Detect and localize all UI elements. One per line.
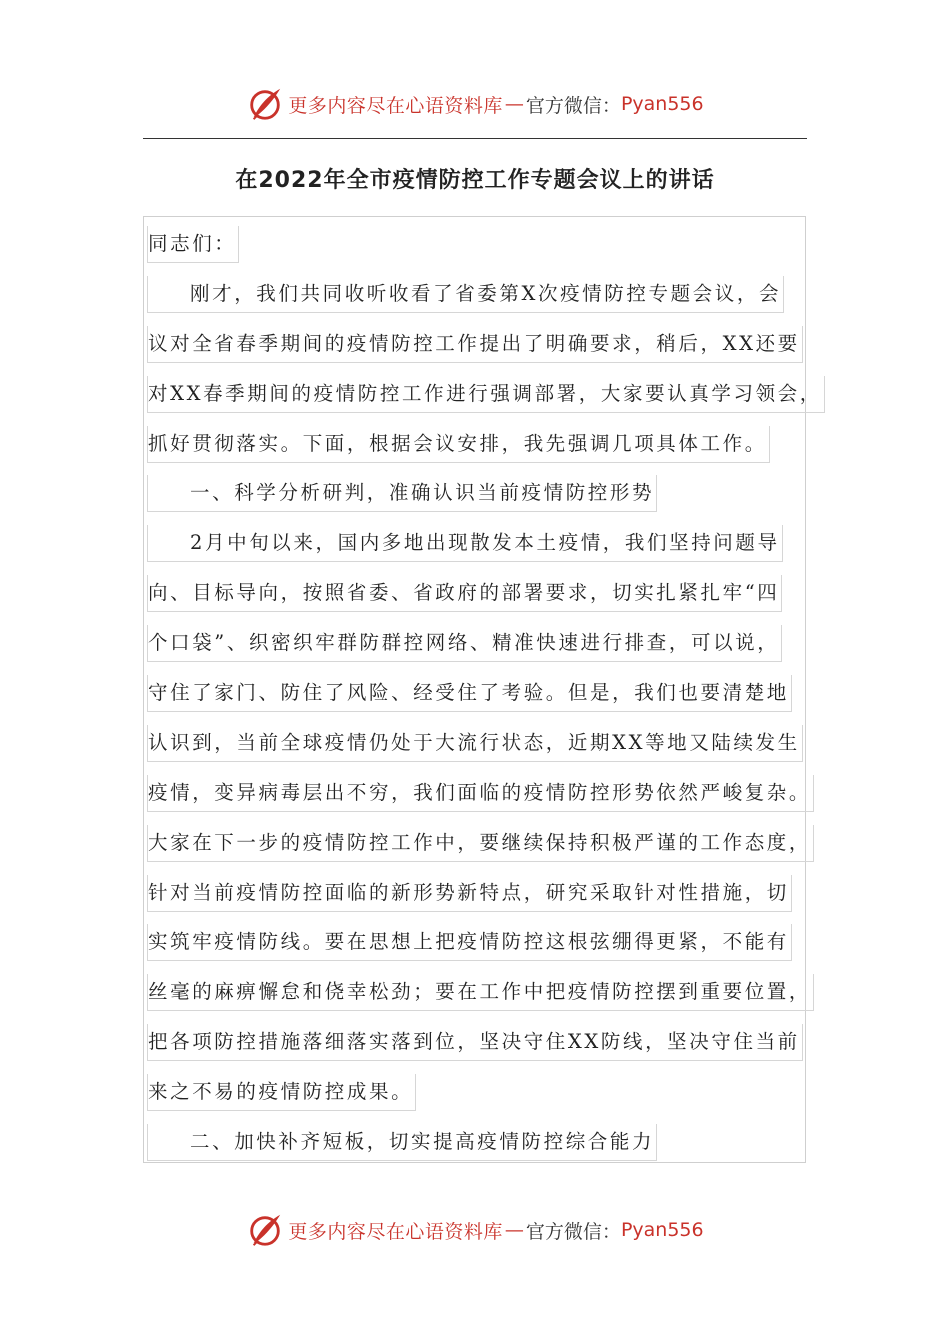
text-line: 个口袋”、织密织牢群防群控网络、精准快速进行排查，可以说， [147,623,827,673]
text-line: 把各项防控措施落细落实落到位，坚决守住XX防线，坚决守住当前 [147,1022,827,1072]
document-body [147,224,827,1172]
banner-wechat-id: Pyan556 [620,93,704,115]
text-line: 议对全省春季期间的疫情防控工作提出了明确要求，稍后，XX还要 [147,324,827,374]
text-line: 实筑牢疫情防线。要在思想上把疫情防控这根弦绷得更紧，不能有 [147,922,827,972]
header-banner [0,82,950,126]
document-title: 在2022年全市疫情防控工作专题会议上的讲话 [235,168,715,193]
text-line: 抓好贯彻落实。下面，根据会议安排，我先强调几项具体工作。 [147,424,827,474]
header-rule [143,138,807,139]
banner-dash: — [504,93,524,115]
text-line: 2月中旬以来，国内多地出现散发本土疫情，我们坚持问题导 [147,523,827,573]
footer-banner [0,1208,950,1252]
text-line: 疫情，变异病毒层出不穷，我们面临的疫情防控形势依然严峻复杂。 [147,773,827,823]
banner-brand: 更多内容尽在心语资料库 [288,94,503,117]
banner-wechat-label: 官方微信： [525,94,621,117]
text-line: 同志们： [147,224,827,274]
quill-logo-icon [246,85,284,123]
text-line: 对XX春季期间的疫情防控工作进行强调部署，大家要认真学习领会， [147,374,827,424]
text-line: 丝毫的麻痹懈怠和侥幸松劲；要在工作中把疫情防控摆到重要位置， [147,972,827,1022]
footer-wechat-label: 官方微信： [525,1220,621,1243]
footer-dash: — [504,1219,524,1241]
footer-brand: 更多内容尽在心语资料库 [288,1220,503,1243]
section-heading-1: 一、科学分析研判，准确认识当前疫情防控形势 [147,473,827,523]
text-line: 来之不易的疫情防控成果。 [147,1072,827,1122]
footer-wechat-id: Pyan556 [620,1219,704,1241]
quill-logo-icon [246,1211,284,1249]
text-line: 刚才，我们共同收听收看了省委第X次疫情防控专题会议，会 [147,274,827,324]
text-line: 守住了家门、防住了风险、经受住了考验。但是，我们也要清楚地 [147,673,827,723]
text-line: 大家在下一步的疫情防控工作中，要继续保持积极严谨的工作态度， [147,823,827,873]
section-heading-2: 二、加快补齐短板，切实提高疫情防控综合能力 [147,1122,827,1172]
text-line: 认识到，当前全球疫情仍处于大流行状态，近期XX等地又陆续发生 [147,723,827,773]
text-line: 向、目标导向，按照省委、省政府的部署要求，切实扎紧扎牢“四 [147,573,827,623]
text-line: 针对当前疫情防控面临的新形势新特点，研究采取针对性措施，切 [147,873,827,923]
